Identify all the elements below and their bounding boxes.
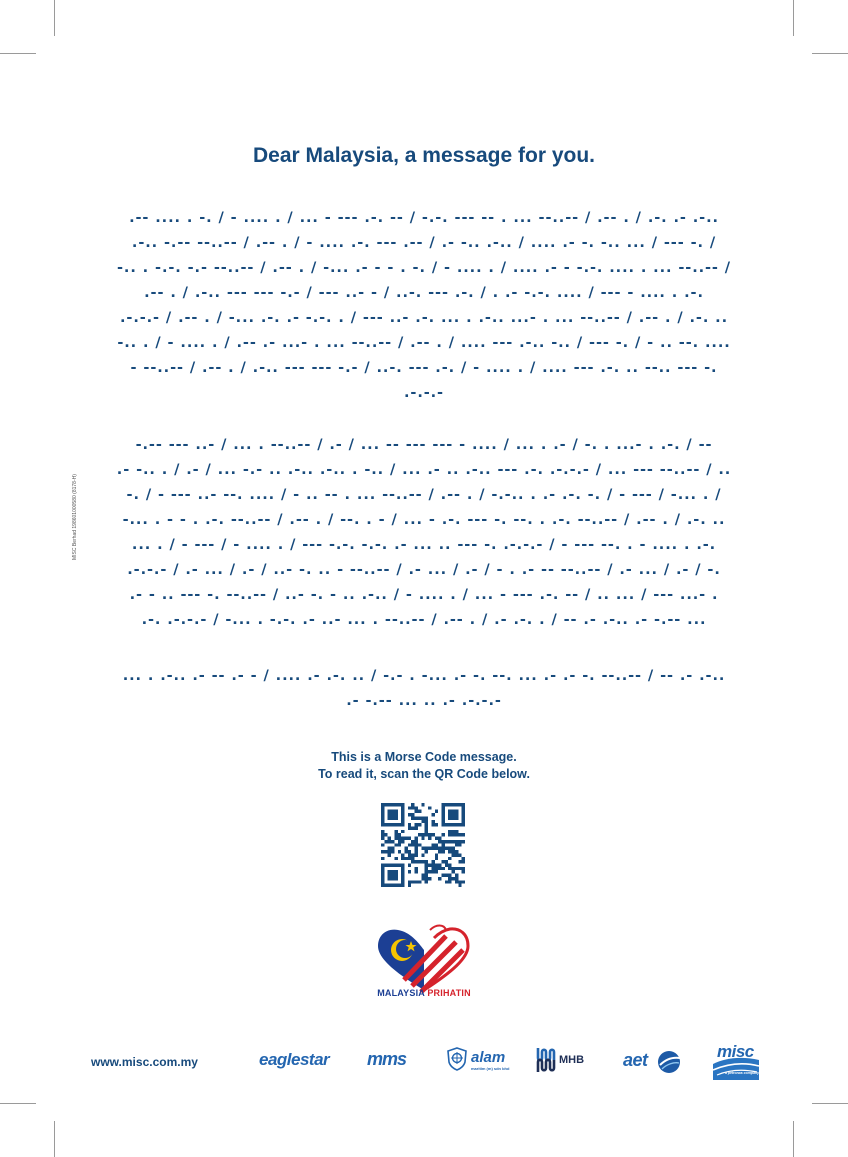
morse-line: -.. . -.-. -.- --..-- / .-- . / -... .- - - . -. / - .... . / .... .- - -.-. .... . ... --..-- / bbox=[117, 260, 731, 276]
morse-paragraph-1 bbox=[110, 206, 738, 406]
crop-mark bbox=[0, 53, 36, 54]
aet-globe-icon bbox=[657, 1050, 681, 1074]
info-line-2: To read it, scan the QR Code below. bbox=[318, 767, 530, 781]
morse-paragraph-2 bbox=[110, 433, 738, 633]
morse-line: .-.. -.-- --..-- / .-- . / - .... .-. --- .-- / .- -.. .-.. / .... .- -. -.. ... / --- -. / bbox=[131, 235, 717, 251]
morse-line: ... . .-.. .- -- .- - / .... .- .-. .. / -.- . -... .- -. --. ... .- .- -. --..-- / -- .- .-.. bbox=[122, 668, 726, 684]
morse-line: .- -.. . / .- / ... -.- .. .-.. .-.. . -.. / ... .- .. .-.. --- .-. .-.-.- / ... --- --..-- / .. bbox=[116, 462, 732, 478]
alam-shield-icon bbox=[447, 1047, 467, 1071]
alam-logo-text: alam bbox=[471, 1049, 506, 1066]
morse-line: .-- . / .-.. --- --- -.- / --- ..- - / ..-. --- .-. / . .- -.-. .... / --- - .... . .-. bbox=[144, 285, 704, 301]
crop-mark bbox=[793, 0, 794, 36]
crop-mark bbox=[54, 1121, 55, 1157]
crop-mark bbox=[793, 1121, 794, 1157]
alam-logo-subtext: maritim (m) sdn bhd bbox=[471, 1066, 510, 1071]
morse-line: .-.-.- bbox=[404, 385, 444, 401]
morse-line: .- -.-- ... .. .- .-.-.- bbox=[346, 693, 502, 709]
morse-line: .- - .. --- -. --..-- / ..- -. - .. .-.. / - .... . / ... - --- .-. -- / .. ... / --- ...- . bbox=[129, 587, 719, 603]
eaglestar-logo: eaglestar bbox=[259, 1050, 330, 1069]
mhb-mark-icon bbox=[536, 1046, 558, 1074]
mms-logo: mms bbox=[367, 1049, 407, 1069]
crop-mark bbox=[812, 1103, 848, 1104]
morse-line: .-.-.- / .- ... / .- / ..- -. .. - --..-- / .- ... / .- / - . .- -- --..-- / .- ... / .- / -. bbox=[127, 562, 721, 578]
website-link[interactable]: www.misc.com.my bbox=[91, 1055, 198, 1069]
morse-line: -. / - --- ..- --. .... / - .. -- . ... --..-- / .-- . / -.-.. . .- .-. -. / - --- / -... . / bbox=[126, 487, 722, 503]
morse-line: ... . / - --- / - .... . / --- -.-. -.-. .- ... .. --- -. .-.-.- / - --- --. . - .... . .-. bbox=[131, 537, 717, 553]
morse-line: .-. .-.-.- / -... . -.-. .- ..- ... . --..-- / .-- . / .- .-. . / -- .- .-.. .- -.-- ... bbox=[141, 612, 707, 628]
morse-line: -... . - - . .-. --..-- / .-- . / --. . - / ... - .-. --- -. --. . .-. --..-- / .-- . / .-. .. bbox=[122, 512, 726, 528]
morse-line: -.. . / - .... . / .-- .- ...- . ... --..-- / .-- . / .... --- .-.. -.. / --- -. / - .. --. .... bbox=[117, 335, 731, 351]
crop-mark bbox=[0, 1103, 36, 1104]
crop-mark bbox=[54, 0, 55, 36]
side-note: MISC Berhad 198601000580 (8178-H) bbox=[72, 474, 78, 560]
page-title: Dear Malaysia, a message for you. bbox=[253, 144, 595, 167]
qr-code-icon[interactable] bbox=[381, 803, 465, 887]
malaysia-prihatin-caption: MALAYSIA PRIHATIN bbox=[377, 988, 471, 998]
morse-line: - --..-- / .-- . / .-.. --- --- -.- / ..-. --- .-. / - .... . / .... --- .-. .. --.. --- -. bbox=[130, 360, 718, 376]
morse-paragraph-3 bbox=[110, 664, 738, 714]
morse-line: .-.-.- / .-- . / -... .-. .- -.-. . / --- ..- .-. ... . .-.. ...- . ... --..-- / .-- . / .-. .. bbox=[120, 310, 728, 326]
misc-logo-subtext: a petronas company bbox=[725, 1071, 760, 1075]
morse-line: .-- .... . -. / - .... . / ... - --- .-. -- / -.-. --- -- . ... --..-- / .-- . / .-. .- .-.. bbox=[129, 210, 719, 226]
misc-logo bbox=[711, 1044, 761, 1080]
crop-mark bbox=[812, 53, 848, 54]
mhb-logo-text: MHB bbox=[559, 1054, 585, 1066]
info-line-1: This is a Morse Code message. bbox=[331, 750, 517, 764]
morse-line: -.-- --- ..- / ... . --..-- / .- / ... -- --- --- - .... / ... . .- / -. . ...- . .-. / -- bbox=[135, 437, 713, 453]
morse-info bbox=[0, 749, 848, 783]
misc-logo-text: misc bbox=[717, 1042, 754, 1061]
aet-logo bbox=[623, 1049, 683, 1075]
aet-logo-text: aet bbox=[623, 1050, 648, 1070]
mhb-logo bbox=[536, 1046, 598, 1074]
